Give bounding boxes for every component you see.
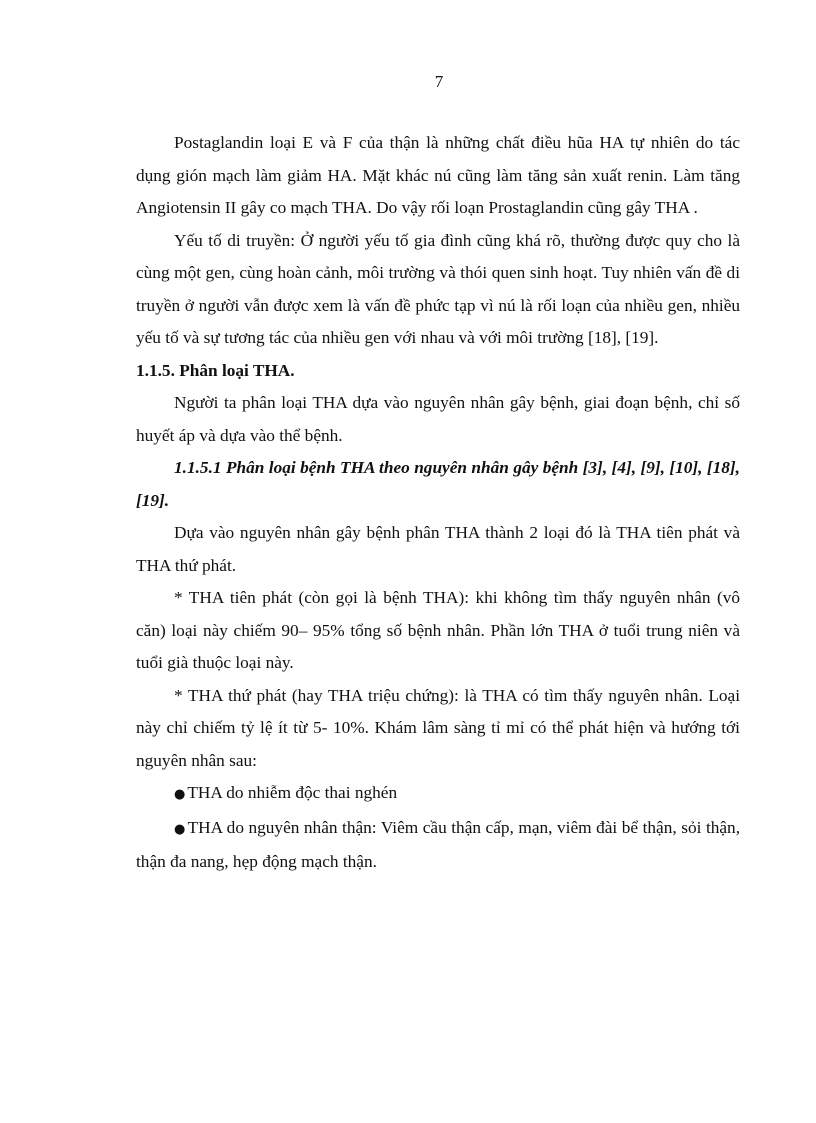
body-text xyxy=(136,127,740,879)
bullet-item xyxy=(136,777,740,812)
bullet-icon: ● xyxy=(174,787,186,802)
bullet-icon: ● xyxy=(174,821,186,837)
bullet-item xyxy=(136,812,740,879)
section-heading: 1.1.5. Phân loại THA. xyxy=(136,360,295,380)
paragraph-genetics: Yếu tố di truyền: Ở người yếu tố gia đình cũng khá rõ, thường được quy cho là cùng một gen, cùng hoàn cảnh, môi trường và thói quen sinh hoạt. Tuy nhiên vấn đề di truyền ở người vẫn được xem là vấn đề phức tạp vì nú là rối loạn của nhiều gen, nhiều yếu tố và sự tương tác của nhiều gen với nhau và với môi trường [18], [19]. xyxy=(136,230,740,347)
paragraph-secondary-hypertension: * THA thứ phát (hay THA triệu chứng): là THA có tìm thấy nguyên nhân. Loại này chỉ chiếm tỷ lệ ít từ 5- 10%. Khám lâm sàng tỉ mỉ có thể phát hiện và hướng tới nguyên nhân sau: xyxy=(136,685,740,770)
page-number: 7 xyxy=(434,72,444,91)
bullet-text: THA do nguyên nhân thận: Viêm cầu thận cấp, mạn, viêm đài bể thận, sỏi thận, thận đa nang, hẹp động mạch thận. xyxy=(136,817,741,871)
paragraph-primary-hypertension: * THA tiên phát (còn gọi là bệnh THA): khi không tìm thấy nguyên nhân (vô căn) loại này chiếm 90– 95% tổng số bệnh nhân. Phần lớn THA ở tuổi trung niên và tuổi già thuộc loại này. xyxy=(136,588,740,672)
bullet-text: THA do nhiễm độc thai nghén xyxy=(187,783,398,802)
paragraph-cause-intro: Dựa vào nguyên nhân gây bệnh phân THA thành 2 loại đó là THA tiên phát và THA thứ phát. xyxy=(136,523,740,575)
paragraph-prostaglandin: Postaglandin loại E và F của thận là những chất điều hũa HA tự nhiên do tác dụng gión mạch làm giảm HA. Mặt khác nú cũng làm tăng sản xuất renin. Làm tăng Angiotensin II gây co mạch THA. Do vậy rối loạn Prostaglandin cũng gây THA . xyxy=(136,133,740,217)
subsection-heading: 1.1.5.1 Phân loại bệnh THA theo nguyên nhân gây bệnh [3], [4], [9], [10], [18], [19]. xyxy=(136,458,740,510)
paragraph-classification-intro: Người ta phân loại THA dựa vào nguyên nhân gây bệnh, giai đoạn bệnh, chỉ số huyết áp và dựa vào thể bệnh. xyxy=(136,393,740,445)
